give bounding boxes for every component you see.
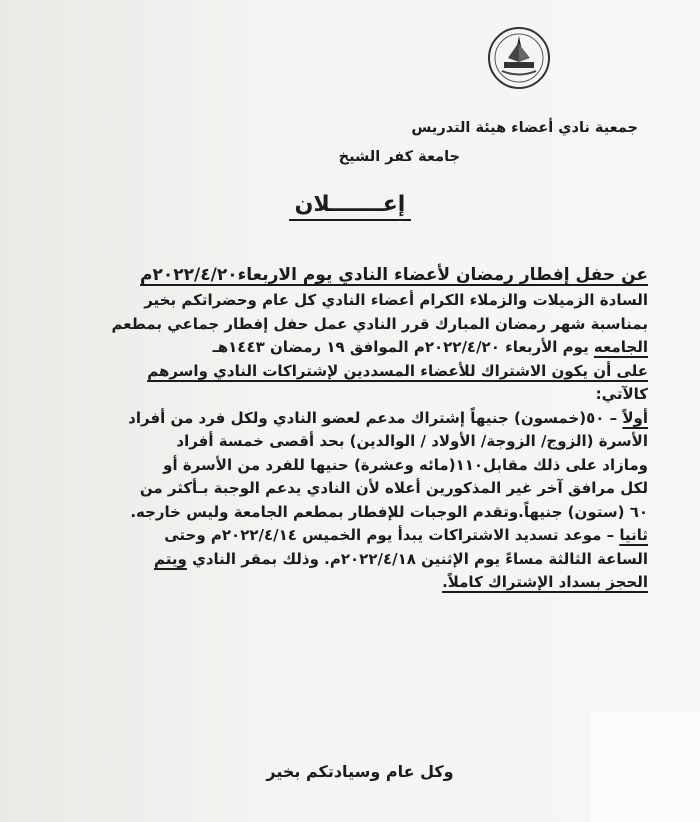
second-item-text: – موعد تسديد الاشتراكات يبدأ يوم الخميس ٢٠٢٢/٤/١٤م وحتى	[164, 526, 620, 544]
second-item-line-3: الحجز بسداد الإشتراك كاملاً.	[442, 573, 648, 591]
club-logo-icon	[484, 22, 554, 94]
announcement-title-text: إعـــــــلان	[289, 192, 412, 221]
first-item-line-1	[38, 407, 648, 431]
university-name: جامعة كفر الشيخ	[338, 149, 460, 165]
organization-name: جمعية نادي أعضاء هيئة التدريس	[411, 120, 638, 136]
second-item-line-1	[38, 524, 648, 548]
announcement-subject: عن حفل إفطار رمضان لأعضاء النادي يوم الاربعاء٢٠٢٢/٤/٢٠م	[140, 265, 648, 285]
paper-highlight	[590, 712, 700, 822]
intro-line-3: على أن يكون الاشتراك للأعضاء المسددين لإشتراكات النادي واسرهم	[147, 361, 648, 380]
first-item-label: أولاً	[622, 408, 648, 427]
announcement-body	[38, 262, 648, 595]
second-item-label: ثانيا	[619, 526, 648, 544]
first-item-text: – ٥٠(خمسون) جنيهاً إشتراك مدعم لعضو النادي ولكل فرد من أفراد	[128, 408, 623, 427]
greeting-line: السادة الزميلات والزملاء الكرام أعضاء النادي كل عام وحضراتكم بخير	[144, 291, 648, 309]
second-item-text-2: الساعة الثالثة مساءً يوم الإثنين ٢٠٢٢/٤/١٨م. وذلك بمقر النادي	[186, 549, 648, 568]
announcement-title	[0, 192, 700, 217]
first-item-line-2: الأسرة (الزوج/ الزوجة/ الأولاد / الوالدين) بحد أقصى خمسة أفراد	[176, 432, 648, 450]
intro-line-1: بمناسبة شهر رمضان المبارك قرر النادي عمل حفل إفطار جماعي بمطعم	[111, 314, 648, 333]
intro-line-4: كالآتي:	[595, 385, 648, 403]
second-item-line-2	[38, 548, 648, 572]
first-item-line-3: ومازاد على ذلك مقابل١١٠(مائه وعشرة) حنيها للفرد من الأسرة أو	[163, 455, 648, 474]
intro-line-2	[38, 336, 648, 360]
date-text: يوم الأربعاء ٢٠٢٢/٤/٢٠م الموافق ١٩ رمضان ١٤٤٣هـ	[212, 338, 594, 356]
closing-line: وكل عام وسيادتكم بخير	[266, 762, 454, 781]
reservation-word: ويتم	[154, 549, 187, 568]
first-item-line-5: ٦٠ (ستون) جنيهاً.وتقدم الوجبات للإفطار بمطعم الجامعة وليس خارجه.	[130, 502, 648, 521]
first-item-line-4: لكل مرافق آخر غير المذكورين أعلاه لأن النادي يدعم الوجبة بـأكثر من	[139, 479, 648, 497]
restaurant-word: الجامعه	[593, 338, 648, 356]
